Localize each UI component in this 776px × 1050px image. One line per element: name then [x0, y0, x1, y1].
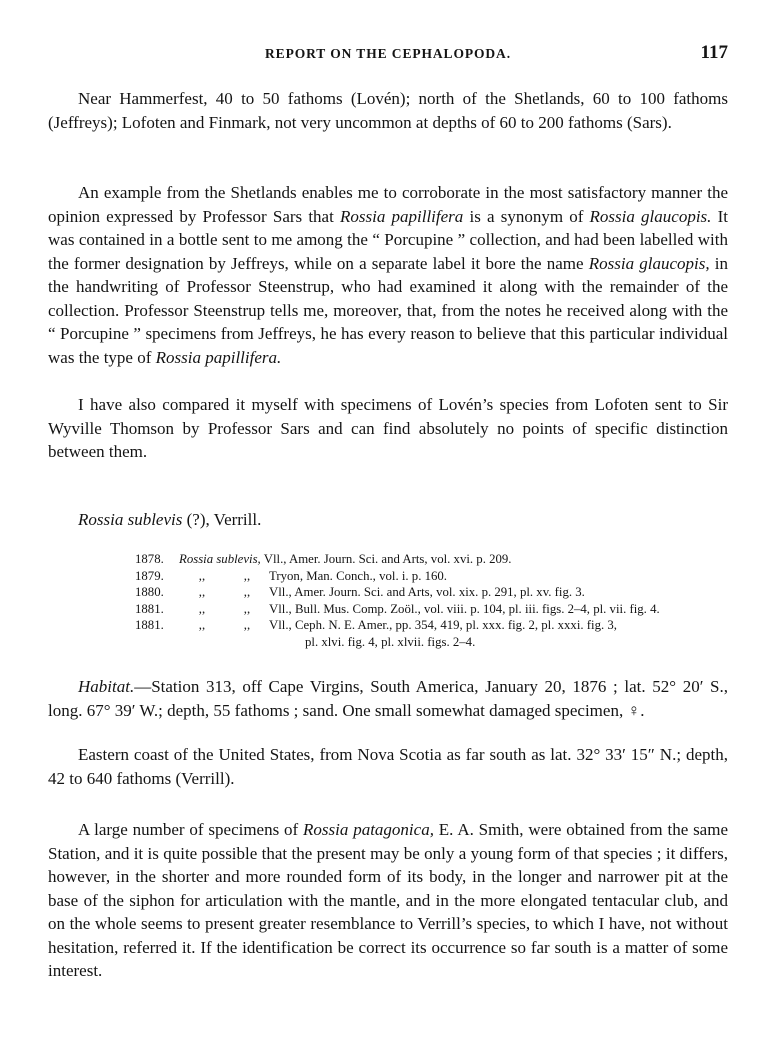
habitat-text: Habitat.—Station 313, off Cape Virgins, South America, January 20, 1876 ; lat. 52° 20′ S., long. 67° 39′ W.; depth, 55 fathoms ; sand. One small somewhat damaged specimen, ♀. — [48, 677, 728, 720]
synonymy-text: An example from the Shetlands enables me to corroborate in the most satisfactory manner the opinion expressed by Professor Sars that Rossia papillifera is a synonym of Rossia glaucopis. It was contained in a bottle sent to me among the “ Porcupine ” collection, and had been labelled with the former designation by Jeffreys, while on a separate label it bore the name Rossia glaucopis, in the handwriting of Professor Steenstrup, who had examined it along with the remainder of the collection. Professor Steenstrup tells me, moreover, that, from the notes he received along with the “ Porcupine ” specimens from Jeffreys, he has every reason to believe that this particular individual was the type of Rossia papillifera. — [48, 183, 728, 367]
discussion-paragraph — [48, 818, 728, 983]
taxon-name: Rossia patagonica, — [303, 820, 434, 839]
species-name: Rossia sublevis — [78, 510, 183, 529]
synonymy-paragraph — [48, 181, 728, 369]
taxon-name: Rossia glaucopis. — [589, 206, 712, 226]
range-text: Eastern coast of the United States, from Nova Scotia as far south as lat. 32° 33′ 15″ N.; depth, 42 to 640 fathoms (Verrill). — [48, 745, 728, 788]
taxon-name: Rossia glaucopis, — [588, 253, 710, 273]
habitat-paragraph — [48, 675, 728, 722]
reference-continuation: pl. xlvi. fig. 4, pl. xlvii. figs. 2–4. — [305, 634, 476, 649]
taxon-name: Rossia papillifera. — [155, 347, 282, 367]
habitat-label: Habitat. — [78, 677, 135, 696]
distribution-text: Near Hammerfest, 40 to 50 fathoms (Lovén); north of the Shetlands, 60 to 100 fathoms (Jeffreys); Lofoten and Finmark, not very uncommon at depths of 60 to 200 fathoms (Sars). — [48, 89, 728, 132]
references-list — [135, 551, 735, 650]
reference-row: 1881. ,, ,, Vll., Bull. Mus. Comp. Zoöl., vol. viii. p. 104, pl. iii. figs. 2–4, pl. vii. fig. 4. — [135, 601, 660, 616]
running-head — [48, 42, 728, 68]
reference-row: 1878. Rossia sublevis, Vll., Amer. Journ. Sci. and Arts, vol. xvi. p. 209. — [135, 552, 512, 566]
species-heading — [78, 510, 261, 530]
running-title: REPORT ON THE CEPHALOPODA. — [265, 46, 511, 61]
discussion-text: A large number of specimens of Rossia patagonica, E. A. Smith, were obtained from the same Station, and it is quite possible that the present may be only a young form of that species ; it differs, however, in the shorter and more rounded form of its body, in the longer and narrower pit at the base of the siphon for articulation with the mantle, and in the more elongated tentacular club, and on the whole seems to present greater resemblance to Verrill’s species, to which I have, not without hesitation, referred it. If the identification be correct its occurrence so far south is a matter of some interest. — [48, 820, 728, 980]
comparison-paragraph — [48, 393, 728, 464]
reference-row: 1881. ,, ,, Vll., Ceph. N. E. Amer., pp. 354, 419, pl. xxx. fig. 2, pl. xxxi. fig. 3, — [135, 618, 617, 632]
range-paragraph — [48, 743, 728, 790]
page-number: 117 — [700, 42, 728, 63]
species-qualifier: (?), Verrill. — [182, 510, 262, 529]
comparison-text: I have also compared it myself with specimens of Lovén’s species from Lofoten sent to Sir Wyville Thomson by Professor Sars and can find absolutely no points of specific distinction between them. — [48, 395, 728, 461]
distribution-paragraph — [48, 87, 728, 134]
taxon-name: Rossia papillifera — [340, 206, 464, 226]
reference-row: 1879. ,, ,, Tryon, Man. Conch., vol. i. p. 160. — [135, 568, 447, 583]
reference-row: 1880. ,, ,, Vll., Amer. Journ. Sci. and Arts, vol. xix. p. 291, pl. xv. fig. 3. — [135, 585, 585, 599]
